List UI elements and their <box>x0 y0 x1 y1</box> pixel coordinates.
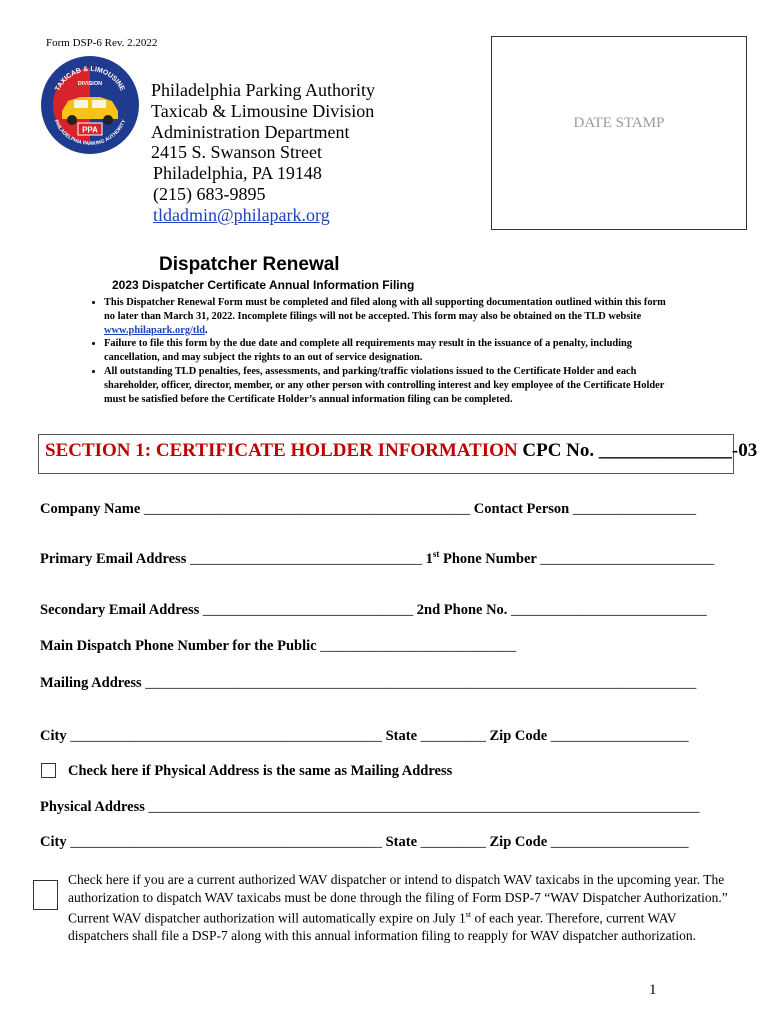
instruction-item: • Failure to file this form by the due date and complete all requirements may result in the issuance of a penalty, including cancellation, and may subject the rights to an out of service designation. <box>104 337 674 365</box>
mailing-city-row <box>40 728 689 745</box>
second-phone-field[interactable]: ___________________________ <box>511 602 707 618</box>
secondary-email-label: Secondary Email Address <box>40 602 203 618</box>
physical-zip-label: Zip Code <box>485 834 551 850</box>
mailing-address-row <box>40 675 696 692</box>
instruction-text: This Dispatcher Renewal Form must be completed and filed along with all supporting documentation outlined within this form no later than March 31, 2022. Incomplete filings will not be accepted. This form may also be obtained on the TLD website <box>104 297 666 322</box>
instructions-list <box>80 296 674 406</box>
instruction-end: . <box>205 324 208 336</box>
agency-phone: (215) 683-9895 <box>153 183 266 204</box>
date-stamp-label: DATE STAMP <box>573 115 665 131</box>
instruction-item: • All outstanding TLD penalties, fees, assessments, and parking/traffic violations issued to the Certificate Holder and each shareholder, officer, director, member, or any other person with controlling interest and key employee of the Certificate Holder must be satisfied before the Certificate Holder’s annual information filing can be completed. <box>104 365 674 406</box>
primary-email-field[interactable]: ________________________________ <box>189 550 422 567</box>
document-title: Dispatcher Renewal <box>159 254 340 275</box>
physical-state-label: State <box>381 834 421 850</box>
physical-city-field[interactable]: ___________________________________________ <box>70 834 382 850</box>
logo-top-text: TAXICAB & LIMOUSINE <box>54 65 126 93</box>
mailing-address-field[interactable]: ____________________________________________________________________________ <box>145 675 697 691</box>
logo-division-text: DIVISION <box>77 81 103 87</box>
primary-email-label: Primary Email Address <box>40 550 190 567</box>
wav-dispatcher-notice: Check here if you are a current authorized WAV dispatcher or intend to dispatch WAV taxicabs in the upcoming year. The authorization to dispatch WAV taxicabs must be done through the filing of Form DSP-7 “WAV Dispatcher Authorization.” Current WAV dispatcher authorization will automatically expire on July 1st of each year. Therefore, current WAV dispatchers shall file a DSP-7 along with this annual information filing to reapply for WAV dispatcher authorization. <box>68 872 728 943</box>
dispatch-phone-label: Main Dispatch Phone Number for the Public <box>40 638 321 654</box>
ppa-taxicab-logo <box>40 55 140 155</box>
city-field[interactable]: ___________________________________________ <box>70 728 382 744</box>
logo-monogram: PPA <box>82 125 98 135</box>
mailing-address-label: Mailing Address <box>40 675 146 691</box>
agency-email-link[interactable]: tldadmin@philapark.org <box>153 204 330 225</box>
wav-dispatcher-checkbox[interactable] <box>33 880 58 910</box>
first-phone-field[interactable]: ________________________ <box>540 550 715 567</box>
secondary-contact-row <box>40 602 707 619</box>
physical-address-label: Physical Address <box>40 799 149 815</box>
agency-city: Philadelphia, PA 19148 <box>153 163 322 184</box>
first-phone-label: 1st Phone Number <box>421 549 541 567</box>
company-name-label: Company Name <box>40 501 144 517</box>
agency-street: 2415 S. Swanson Street <box>151 142 322 163</box>
agency-division: Taxicab & Limousine Division <box>151 100 375 121</box>
cpc-number-field[interactable]: CPC No. ______________-03 <box>517 440 758 461</box>
page-number: 1 <box>649 982 657 998</box>
city-label: City <box>40 728 71 744</box>
zip-code-field[interactable]: ___________________ <box>550 728 689 744</box>
section-1-label: SECTION 1: CERTIFICATE HOLDER INFORMATION <box>45 440 518 461</box>
contact-person-label: Contact Person <box>470 501 573 517</box>
section-1-title <box>45 440 757 462</box>
physical-zip-field[interactable]: ___________________ <box>550 834 689 850</box>
physical-state-field[interactable]: _________ <box>420 834 486 850</box>
tld-website-link[interactable]: www.philapark.org/tld <box>104 324 206 336</box>
logo-bottom-text: PHILADELPHIA PARKING AUTHORITY <box>52 118 128 148</box>
state-field[interactable]: _________ <box>420 728 486 744</box>
state-label: State <box>381 728 421 744</box>
company-row <box>40 501 696 518</box>
primary-contact-row <box>40 549 714 568</box>
dispatch-phone-field[interactable]: ___________________________ <box>320 638 516 654</box>
contact-person-field[interactable]: _________________ <box>572 501 697 517</box>
second-phone-label: 2nd Phone No. <box>413 602 512 618</box>
company-name-field[interactable]: _____________________________________________ <box>143 501 471 517</box>
date-stamp-box <box>491 36 747 230</box>
secondary-email-field[interactable]: _____________________________ <box>202 602 414 618</box>
instruction-item <box>104 296 674 337</box>
zip-code-label: Zip Code <box>485 728 551 744</box>
physical-city-row <box>40 834 689 851</box>
physical-address-row <box>40 799 700 816</box>
agency-department: Administration Department <box>151 121 350 142</box>
same-address-label: Check here if Physical Address is the same as Mailing Address <box>68 763 453 779</box>
agency-name: Philadelphia Parking Authority <box>151 80 375 100</box>
agency-address-block <box>151 80 375 226</box>
dispatch-phone-row <box>40 638 516 655</box>
document-subtitle: 2023 Dispatcher Certificate Annual Information Filing <box>112 278 415 292</box>
same-address-checkbox[interactable] <box>41 763 56 778</box>
physical-address-field[interactable]: ____________________________________________________________________________ <box>148 799 700 815</box>
form-revision-label: Form DSP-6 Rev. 2.2022 <box>46 37 158 49</box>
physical-city-label: City <box>40 834 71 850</box>
